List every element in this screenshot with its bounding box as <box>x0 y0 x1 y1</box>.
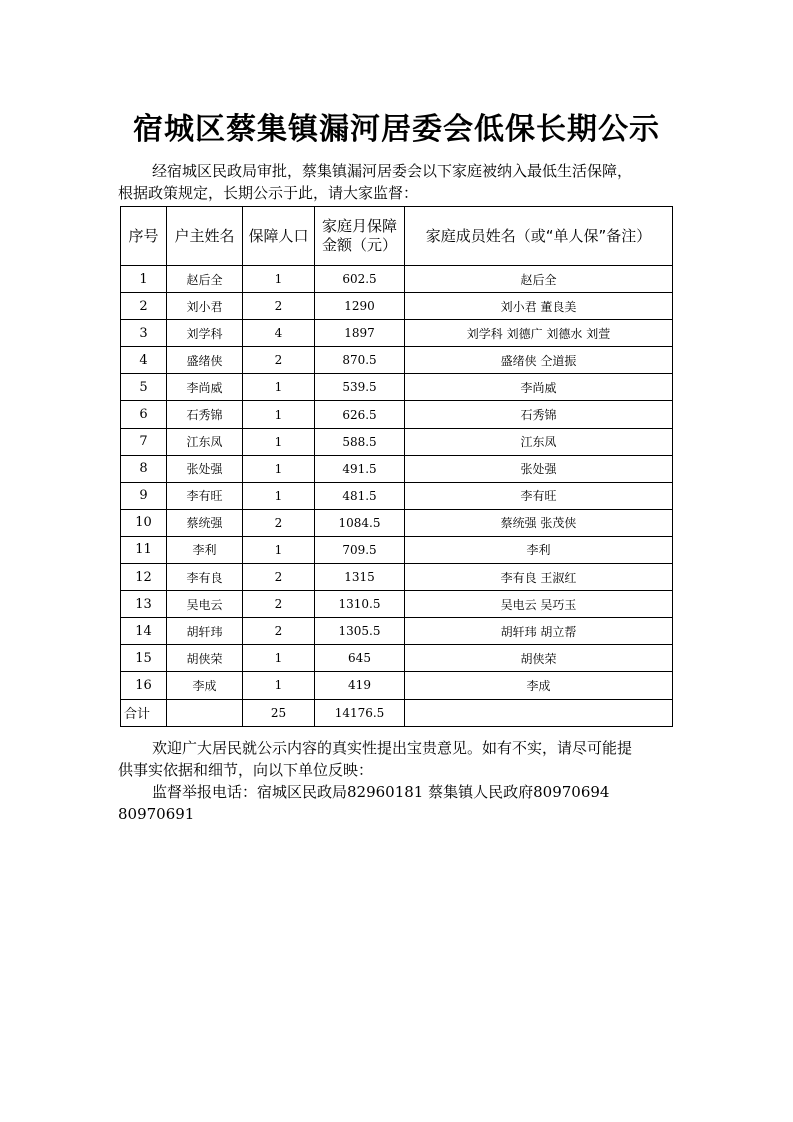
row-amount: 709.5 <box>315 536 405 563</box>
row-amount: 645 <box>315 645 405 672</box>
row-members: 李有良 王淑红 <box>405 564 673 591</box>
row-members: 李成 <box>405 672 673 699</box>
row-persons: 1 <box>243 482 315 509</box>
row-persons: 4 <box>243 320 315 347</box>
row-amount: 1310.5 <box>315 591 405 618</box>
row-persons: 1 <box>243 672 315 699</box>
row-amount: 626.5 <box>315 401 405 428</box>
row-index: 3 <box>121 320 167 347</box>
header-head-name: 户主姓名 <box>167 207 243 266</box>
table-row <box>121 293 673 320</box>
row-amount: 1290 <box>315 293 405 320</box>
row-members: 刘学科 刘德广 刘德水 刘萱 <box>405 320 673 347</box>
row-head-name: 江东凤 <box>167 428 243 455</box>
row-index: 15 <box>121 645 167 672</box>
row-index: 11 <box>121 536 167 563</box>
total-label: 合计 <box>121 699 167 726</box>
subsidy-table <box>120 206 673 727</box>
row-head-name: 李有旺 <box>167 482 243 509</box>
row-members: 盛绪侠 仝道振 <box>405 347 673 374</box>
total-persons: 25 <box>243 699 315 726</box>
table-row <box>121 482 673 509</box>
row-head-name: 张处强 <box>167 455 243 482</box>
table-row <box>121 347 673 374</box>
row-head-name: 李利 <box>167 536 243 563</box>
row-persons: 2 <box>243 347 315 374</box>
row-amount: 1897 <box>315 320 405 347</box>
total-amount: 14176.5 <box>315 699 405 726</box>
row-amount: 588.5 <box>315 428 405 455</box>
row-head-name: 吴电云 <box>167 591 243 618</box>
row-persons: 1 <box>243 401 315 428</box>
table-row <box>121 564 673 591</box>
table-row <box>121 266 673 293</box>
row-members: 赵后全 <box>405 266 673 293</box>
contact-line-2: 80970691 <box>118 805 195 823</box>
row-members: 刘小君 董良美 <box>405 293 673 320</box>
row-persons: 1 <box>243 536 315 563</box>
row-head-name: 刘学科 <box>167 320 243 347</box>
row-head-name: 李尚威 <box>167 374 243 401</box>
row-amount: 602.5 <box>315 266 405 293</box>
row-members: 蔡统强 张茂侠 <box>405 509 673 536</box>
row-head-name: 赵后全 <box>167 266 243 293</box>
row-amount: 539.5 <box>315 374 405 401</box>
row-persons: 2 <box>243 591 315 618</box>
row-members: 江东凤 <box>405 428 673 455</box>
row-persons: 1 <box>243 455 315 482</box>
row-head-name: 李成 <box>167 672 243 699</box>
total-members-cell <box>405 699 673 726</box>
row-index: 16 <box>121 672 167 699</box>
row-members: 李利 <box>405 536 673 563</box>
row-index: 5 <box>121 374 167 401</box>
intro-paragraph <box>118 160 672 204</box>
row-amount: 419 <box>315 672 405 699</box>
row-head-name: 蔡统强 <box>167 509 243 536</box>
row-amount: 491.5 <box>315 455 405 482</box>
header-persons: 保障人口 <box>243 207 315 266</box>
row-persons: 2 <box>243 564 315 591</box>
row-head-name: 刘小君 <box>167 293 243 320</box>
row-persons: 1 <box>243 428 315 455</box>
row-index: 14 <box>121 618 167 645</box>
intro-line-1: 经宿城区民政局审批，蔡集镇漏河居委会以下家庭被纳入最低生活保障， <box>152 162 633 180</box>
row-members: 吴电云 吴巧玉 <box>405 591 673 618</box>
intro-line-2: 根据政策规定，长期公示于此，请大家监督： <box>118 184 419 202</box>
row-persons: 2 <box>243 293 315 320</box>
outro-line-1: 欢迎广大居民就公示内容的真实性提出宝贵意见。如有不实，请尽可能提 <box>152 739 633 757</box>
row-index: 7 <box>121 428 167 455</box>
table-row <box>121 509 673 536</box>
contact-line-1: 监督举报电话：宿城区民政局82960181 蔡集镇人民政府80970694 <box>152 783 610 801</box>
table-row <box>121 672 673 699</box>
row-index: 10 <box>121 509 167 536</box>
total-name-cell <box>167 699 243 726</box>
outro-paragraph <box>118 737 672 781</box>
row-index: 13 <box>121 591 167 618</box>
row-amount: 1315 <box>315 564 405 591</box>
row-index: 8 <box>121 455 167 482</box>
row-index: 1 <box>121 266 167 293</box>
table-body <box>121 266 673 700</box>
header-index: 序号 <box>121 207 167 266</box>
table-header-row <box>121 207 673 266</box>
header-amount <box>315 207 405 266</box>
table-row <box>121 618 673 645</box>
row-head-name: 石秀锦 <box>167 401 243 428</box>
table-row <box>121 591 673 618</box>
row-index: 4 <box>121 347 167 374</box>
row-persons: 2 <box>243 618 315 645</box>
row-index: 2 <box>121 293 167 320</box>
row-head-name: 盛绪侠 <box>167 347 243 374</box>
row-persons: 1 <box>243 266 315 293</box>
table-row <box>121 428 673 455</box>
contact-paragraph <box>118 781 672 825</box>
row-amount: 1305.5 <box>315 618 405 645</box>
header-amount-line-2: 金额（元） <box>321 236 397 254</box>
row-head-name: 李有良 <box>167 564 243 591</box>
outro-line-2: 供事实依据和细节，向以下单位反映： <box>118 761 374 779</box>
table-row <box>121 536 673 563</box>
row-head-name: 胡轩玮 <box>167 618 243 645</box>
row-index: 12 <box>121 564 167 591</box>
header-members: 家庭成员姓名（或“单人保”备注） <box>405 207 673 266</box>
row-persons: 2 <box>243 509 315 536</box>
table-row <box>121 374 673 401</box>
table-row <box>121 455 673 482</box>
row-members: 胡侠荣 <box>405 645 673 672</box>
row-members: 胡轩玮 胡立帮 <box>405 618 673 645</box>
table-row <box>121 320 673 347</box>
row-amount: 870.5 <box>315 347 405 374</box>
header-amount-line-1: 家庭月保障 <box>321 217 397 235</box>
row-index: 6 <box>121 401 167 428</box>
row-members: 李有旺 <box>405 482 673 509</box>
row-members: 张处强 <box>405 455 673 482</box>
row-index: 9 <box>121 482 167 509</box>
row-persons: 1 <box>243 645 315 672</box>
row-members: 李尚威 <box>405 374 673 401</box>
row-head-name: 胡侠荣 <box>167 645 243 672</box>
total-row <box>121 699 673 726</box>
table-row <box>121 401 673 428</box>
row-members: 石秀锦 <box>405 401 673 428</box>
row-amount: 481.5 <box>315 482 405 509</box>
row-amount: 1084.5 <box>315 509 405 536</box>
page-title: 宿城区蔡集镇漏河居委会低保长期公示 <box>133 112 660 147</box>
row-persons: 1 <box>243 374 315 401</box>
table-row <box>121 645 673 672</box>
